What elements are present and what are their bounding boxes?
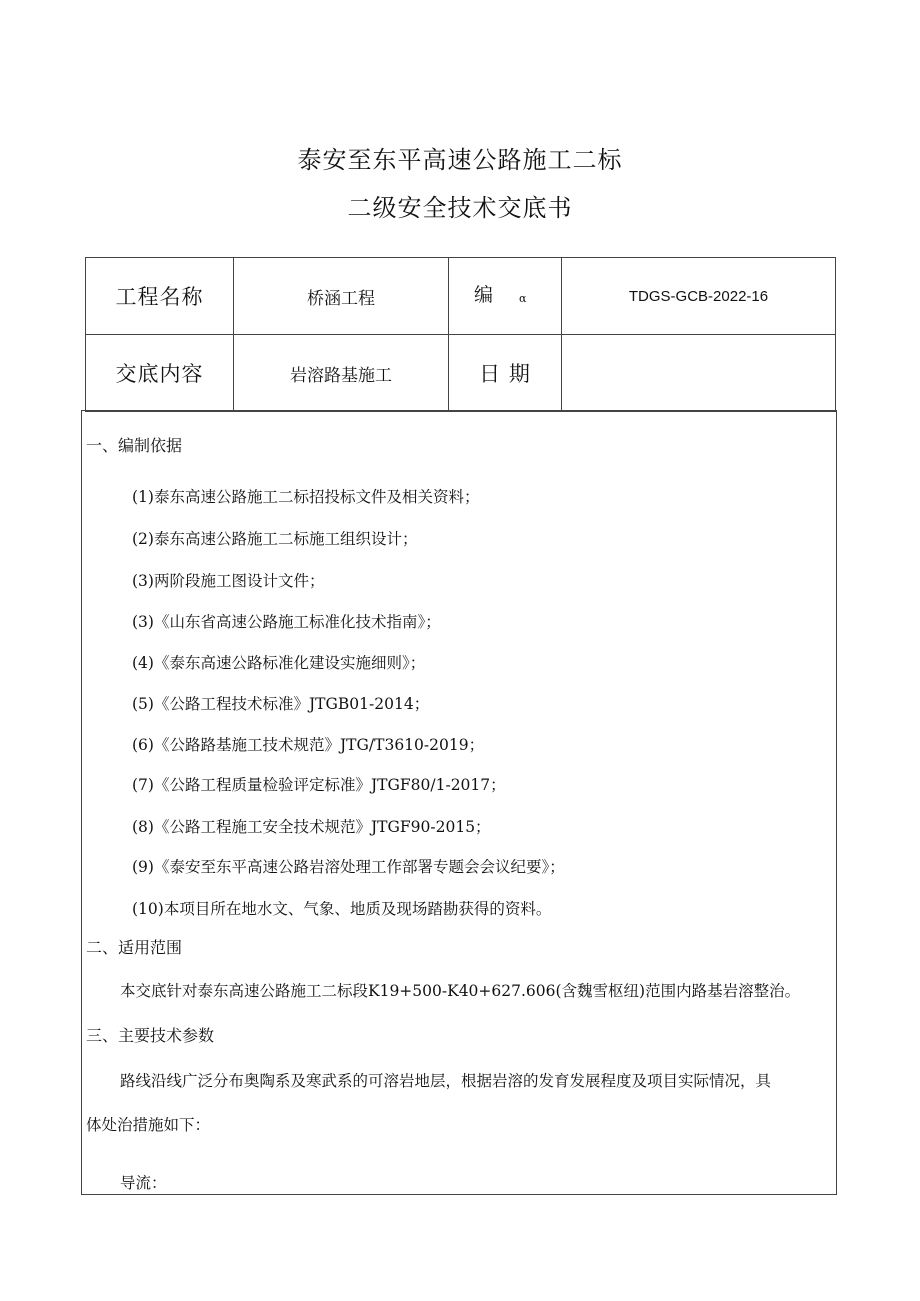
project-name-label: 工程名称 — [86, 258, 234, 335]
document-title: 泰安至东平高速公路施工二标 — [297, 146, 623, 174]
basis-item: (1)泰东高速公路施工二标招投标文件及相关资料； — [132, 488, 480, 506]
basis-item: (6)《公路路基施工技术规范》JTG/T3610-2019； — [132, 736, 485, 754]
basis-item: (8)《公路工程施工安全技术规范》JTGF90-2015； — [132, 818, 491, 836]
basis-item: (9)《泰安至东平高速公路岩溶处理工作部署专题会会议纪要》； — [132, 858, 565, 876]
header-row-project — [86, 258, 836, 335]
document-subtitle: 二级安全技术交底书 — [347, 194, 573, 222]
date-label: 日 期 — [449, 335, 562, 412]
date-value — [562, 335, 836, 412]
basis-item: (5)《公路工程技术标准》JTGB01-2014； — [132, 695, 430, 713]
number-label-mark: α — [519, 292, 527, 305]
number-label: 编 — [474, 284, 494, 306]
header-table — [85, 257, 836, 412]
header-row-content — [86, 335, 836, 412]
scope-text: 本交底针对泰东高速公路施工二标段K19+500-K40+627.606(含魏雪枢纽)范围内路基岩溶整治。 — [120, 982, 801, 1000]
content-value: 岩溶路基施工 — [234, 335, 449, 412]
params-text-line2: 体处治措施如下： — [86, 1116, 211, 1134]
content-box — [81, 410, 837, 1195]
diversion-label: 导流： — [120, 1174, 167, 1192]
document-number-value: TDGS-GCB-2022-16 — [562, 258, 836, 335]
number-label-cell — [449, 258, 562, 335]
basis-item: (3)《山东省高速公路施工标准化技术指南》； — [132, 613, 441, 631]
params-text-line1: 路线沿线广泛分布奥陶系及寒武系的可溶岩地层，根据岩溶的发育发展程度及项目实际情况，具 — [120, 1072, 772, 1090]
basis-item: (4)《泰东高速公路标准化建设实施细则》； — [132, 654, 426, 672]
basis-item: (10)本项目所在地水文、气象、地质及现场踏勘获得的资料。 — [132, 900, 552, 918]
section-basis-title: 一、编制依据 — [86, 436, 183, 455]
content-label: 交底内容 — [86, 335, 234, 412]
section-params-title: 三、主要技术参数 — [86, 1026, 215, 1045]
basis-item: (7)《公路工程质量检验评定标准》JTGF80/1-2017； — [132, 776, 506, 794]
section-scope-title: 二、适用范围 — [86, 938, 183, 957]
project-name-value: 桥涵工程 — [234, 258, 449, 335]
basis-item: (2)泰东高速公路施工二标施工组织设计； — [132, 530, 418, 548]
basis-item: (3)两阶段施工图设计文件； — [132, 572, 325, 590]
